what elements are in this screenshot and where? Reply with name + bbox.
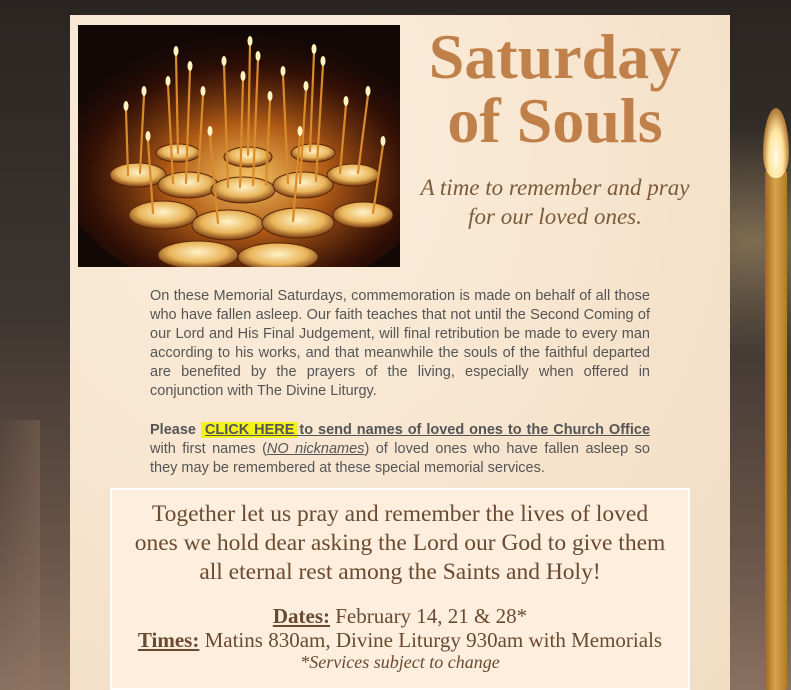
dates-label: Dates: <box>272 604 330 628</box>
dates-line <box>112 604 688 628</box>
background-candle-left <box>0 420 40 690</box>
after-nicknames-text: ) of loved ones who have fallen asleep so they may be remembered at these special memorial services. <box>150 441 650 476</box>
content-panel <box>70 15 730 690</box>
title-line-1: Saturday <box>428 21 682 92</box>
first-names-text: with first names ( <box>150 441 267 457</box>
candles-photo <box>78 25 400 267</box>
intro-paragraph: On these Memorial Saturdays, commemoration is made on behalf of all those who have fallen asleep. Our faith teaches that not until the Second Coming of our Lord and His Final Judgement, will final retribution be made to every man according to his works, and that meanwhile the souls of the faithful departed are benefited by the prayers of the living, especially when offered in conjunction with The Divine Liturgy. <box>150 288 650 399</box>
send-names-link-text[interactable]: to send names of loved ones to the Church Office <box>299 422 651 438</box>
send-names-paragraph <box>150 421 650 478</box>
page-subtitle: A time to remember and pray for our loved ones. <box>420 175 690 229</box>
memorial-info-box <box>110 488 690 690</box>
send-names-link[interactable] <box>201 422 650 438</box>
times-line <box>112 628 688 652</box>
background-candle <box>765 170 787 690</box>
intro-section <box>150 287 650 498</box>
candle-flame <box>763 108 789 178</box>
click-here-highlight[interactable]: CLICK HERE <box>201 422 299 438</box>
times-label: Times: <box>137 628 200 652</box>
page-title <box>410 21 700 156</box>
title-line-2: of Souls <box>447 85 663 156</box>
dates-value: February 14, 21 & 28* <box>335 604 528 628</box>
services-note: *Services subject to change <box>300 652 500 672</box>
no-nicknames-text: NO nicknames <box>266 441 365 457</box>
times-value: Matins 830am, Divine Liturgy 930am with Memorials <box>204 628 663 652</box>
please-label: Please <box>150 422 196 438</box>
prayer-text: Together let us pray and remember the lives of loved ones we hold dear asking the Lord our God to give them all eternal rest among the Saints and Holy! <box>134 501 666 585</box>
